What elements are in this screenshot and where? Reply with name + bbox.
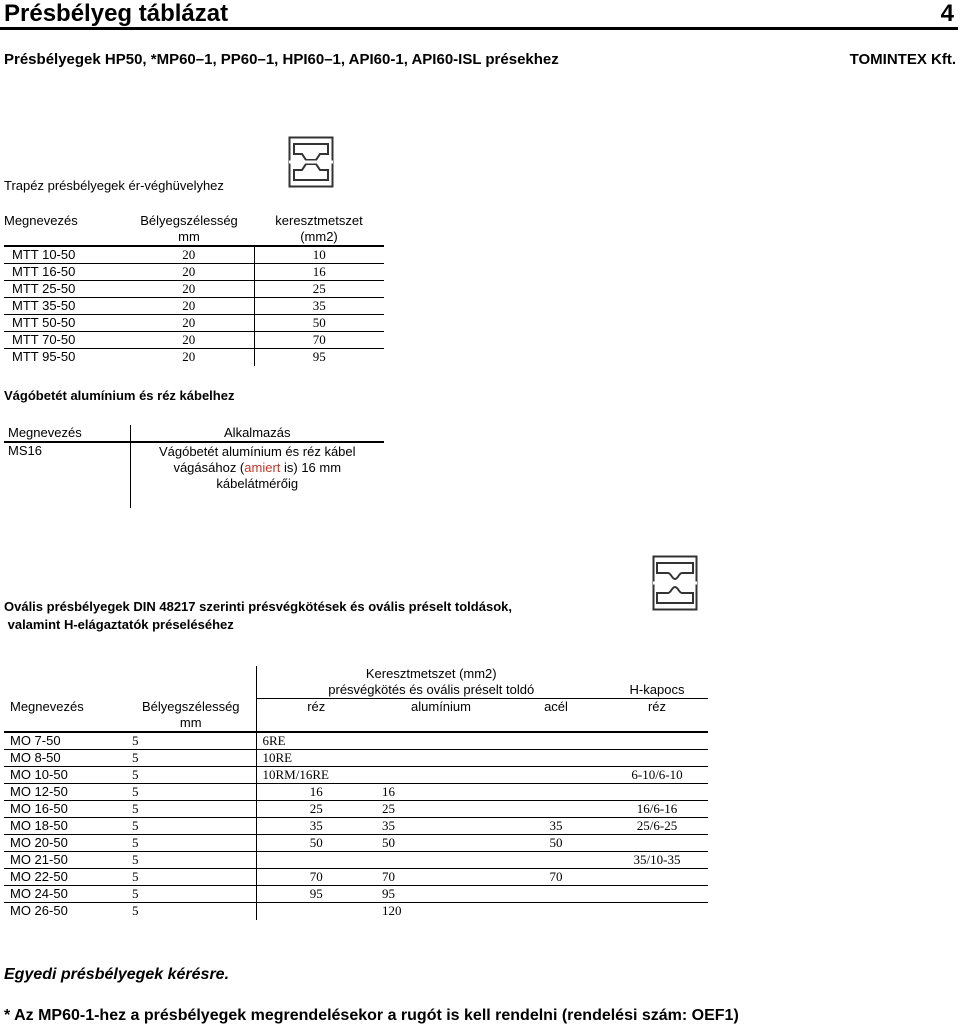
trapezoid-die-icon — [288, 136, 334, 188]
table-header-row — [4, 715, 708, 732]
cell-aluminium: 25 — [376, 801, 506, 818]
cell-copper: 10RM/16RE — [256, 767, 376, 784]
cell-h-clamp — [606, 732, 708, 750]
table-row — [4, 852, 708, 869]
column-header-name: Megnevezés — [4, 213, 124, 246]
cell-width: 5 — [126, 732, 256, 750]
table-row — [4, 315, 384, 332]
cell-steel — [506, 784, 606, 801]
cell-width: 20 — [124, 264, 254, 281]
footer-note-custom: Egyedi présbélyegek kérésre. — [4, 966, 230, 983]
cell-steel — [506, 750, 606, 767]
cell-h-clamp: 35/10-35 — [606, 852, 708, 869]
table-header-row — [4, 425, 384, 442]
column-header-aluminium: alumínium — [411, 699, 471, 714]
cell-width: 5 — [126, 750, 256, 767]
cell-name: MO 21-50 — [4, 852, 126, 869]
cell-aluminium: 16 — [376, 784, 506, 801]
table-row — [4, 246, 384, 264]
cell-name: MO 8-50 — [4, 750, 126, 767]
cell-steel — [506, 767, 606, 784]
column-header-copper: réz — [307, 699, 326, 714]
cell-cross-section: 10 — [254, 246, 384, 264]
column-header-width: Bélyegszélesség — [126, 699, 256, 716]
cell-name: MTT 35-50 — [4, 298, 124, 315]
cell-steel — [506, 732, 606, 750]
cell-name: MO 24-50 — [4, 886, 126, 903]
cell-width: 5 — [126, 784, 256, 801]
cell-steel: 50 — [506, 835, 606, 852]
cutter-insert-table — [4, 425, 384, 508]
cell-aluminium — [376, 767, 506, 784]
footer-note-spring: * Az MP60-1-hez a présbélyegek megrendelésekor a rugót is kell rendelni (rendelési szám: OEF1) — [4, 1007, 739, 1024]
cell-name: MO 16-50 — [4, 801, 126, 818]
cell-copper — [256, 903, 376, 920]
cell-width: 5 — [126, 852, 256, 869]
cell-copper: 10RE — [256, 750, 376, 767]
cell-name: MO 22-50 — [4, 869, 126, 886]
table-row — [4, 818, 708, 835]
cell-width: 5 — [126, 835, 256, 852]
cell-copper: 16 — [256, 784, 376, 801]
cell-steel: 35 — [506, 818, 606, 835]
cell-aluminium: 70 — [376, 869, 506, 886]
column-header-cross-section: Keresztmetszet (mm2) — [365, 666, 497, 681]
cell-cross-section: 95 — [312, 349, 326, 365]
table-row — [4, 732, 708, 750]
column-header-h-copper: réz — [647, 699, 667, 714]
cell-aluminium — [376, 750, 506, 767]
table-row — [4, 281, 384, 298]
cell-aluminium — [376, 732, 506, 750]
cell-name: MO 10-50 — [4, 767, 126, 784]
table-header-row — [4, 699, 708, 716]
table-row — [4, 886, 708, 903]
cell-h-clamp — [606, 784, 708, 801]
page-number: 4 — [940, 0, 954, 27]
cell-aluminium: 50 — [376, 835, 506, 852]
section-heading-cutter: Vágóbetét alumínium és réz kábelhez — [4, 388, 235, 403]
column-header-name: Megnevezés — [4, 425, 130, 442]
table-row — [4, 750, 708, 767]
cell-width: 5 — [126, 818, 256, 835]
column-header-width: Bélyegszélesség mm — [124, 213, 254, 246]
cell-aluminium: 35 — [376, 818, 506, 835]
table-header-row — [4, 682, 708, 699]
cell-name: MO 12-50 — [4, 784, 126, 801]
cell-width: 5 — [126, 767, 256, 784]
cell-name: MTT 95-50 — [12, 349, 76, 365]
cell-copper: 95 — [256, 886, 376, 903]
cell-name: MTT 50-50 — [4, 315, 124, 332]
column-header-cross-section: keresztmetszet (mm2) — [254, 213, 384, 246]
cell-steel: 70 — [506, 869, 606, 886]
cell-width: 5 — [126, 869, 256, 886]
cell-h-clamp — [606, 835, 708, 852]
cell-copper: 70 — [256, 869, 376, 886]
cell-name: MS16 — [4, 442, 130, 508]
trapezoid-die-table — [4, 213, 384, 366]
cell-copper: 50 — [256, 835, 376, 852]
cell-h-clamp — [606, 869, 708, 886]
cell-copper: 25 — [256, 801, 376, 818]
cell-width: 5 — [126, 801, 256, 818]
cell-h-clamp: 6-10/6-10 — [606, 767, 708, 784]
column-header-steel: acél — [544, 699, 568, 714]
cell-copper — [256, 852, 376, 869]
cell-application: Vágóbetét alumínium és réz kábel vágásához (amiert is) 16 mm kábelátmérőig — [158, 444, 356, 491]
cell-name: MO 26-50 — [10, 903, 68, 919]
company-name: TOMINTEX Kft. — [849, 51, 956, 68]
section-heading-trapezoid: Trapéz présbélyegek ér-véghüvelyhez — [4, 178, 224, 193]
cell-steel — [506, 852, 606, 869]
cell-steel — [506, 886, 606, 903]
cell-width: 20 — [124, 315, 254, 332]
table-row — [4, 349, 384, 366]
cell-steel — [506, 801, 606, 818]
cell-width: 20 — [124, 298, 254, 315]
cell-width: 5 — [126, 903, 256, 920]
section-heading-oval-line2: valamint H-elágaztatók préseléséhez — [4, 617, 234, 632]
column-header-application: Alkalmazás — [130, 425, 384, 442]
cell-cross-section: 35 — [254, 298, 384, 315]
cell-name: MO 20-50 — [4, 835, 126, 852]
column-header-h-clamp: H-kapocs — [606, 682, 708, 699]
table-header-row — [4, 666, 708, 682]
cell-h-clamp — [606, 886, 708, 903]
cell-name: MTT 10-50 — [4, 246, 124, 264]
cell-width: 20 — [124, 246, 254, 264]
table-row — [4, 298, 384, 315]
cell-copper: 6RE — [256, 732, 376, 750]
oval-die-icon — [652, 555, 698, 611]
section-heading-oval: Ovális présbélyegek DIN 48217 szerinti présvégkötések és ovális préselt toldások, — [4, 599, 512, 614]
cell-width: 20 — [124, 281, 254, 298]
page-title: Présbélyeg táblázat — [4, 0, 229, 27]
title-rule — [0, 27, 958, 30]
oval-die-table — [4, 666, 708, 920]
cell-cross-section: 16 — [254, 264, 384, 281]
cell-cross-section: 25 — [254, 281, 384, 298]
cell-steel — [506, 903, 606, 920]
cell-name: MTT 70-50 — [4, 332, 124, 349]
page-subtitle: Présbélyegek HP50, *MP60–1, PP60–1, HPI60–1, API60-1, API60-ISL présekhez — [4, 51, 559, 68]
cell-width: 5 — [126, 886, 256, 903]
table-row — [4, 801, 708, 818]
cell-name: MO 18-50 — [4, 818, 126, 835]
column-header-width-unit: mm — [126, 715, 256, 732]
cell-width: 20 — [124, 349, 254, 366]
cell-name: MTT 25-50 — [4, 281, 124, 298]
table-row — [4, 784, 708, 801]
cell-width: 20 — [124, 332, 254, 349]
cell-h-clamp: 25/6-25 — [606, 818, 708, 835]
table-row — [4, 264, 384, 281]
table-row — [4, 869, 708, 886]
table-header-row — [4, 213, 384, 246]
cell-aluminium — [376, 852, 506, 869]
cell-name: MO 7-50 — [4, 732, 126, 750]
cell-cross-section: 70 — [254, 332, 384, 349]
cell-cross-section: 50 — [254, 315, 384, 332]
table-row — [4, 835, 708, 852]
cell-aluminium: 120 — [382, 903, 402, 919]
table-row — [4, 442, 384, 508]
table-row — [4, 903, 708, 920]
column-header-end-connection: présvégkötés és ovális préselt toldó — [256, 682, 606, 699]
cell-copper: 35 — [256, 818, 376, 835]
cell-h-clamp — [606, 903, 708, 920]
column-header-name: Megnevezés — [10, 698, 84, 714]
table-row — [4, 767, 708, 784]
table-row — [4, 332, 384, 349]
cell-aluminium: 95 — [376, 886, 506, 903]
cell-name: MTT 16-50 — [4, 264, 124, 281]
cell-h-clamp: 16/6-16 — [606, 801, 708, 818]
cell-h-clamp — [606, 750, 708, 767]
